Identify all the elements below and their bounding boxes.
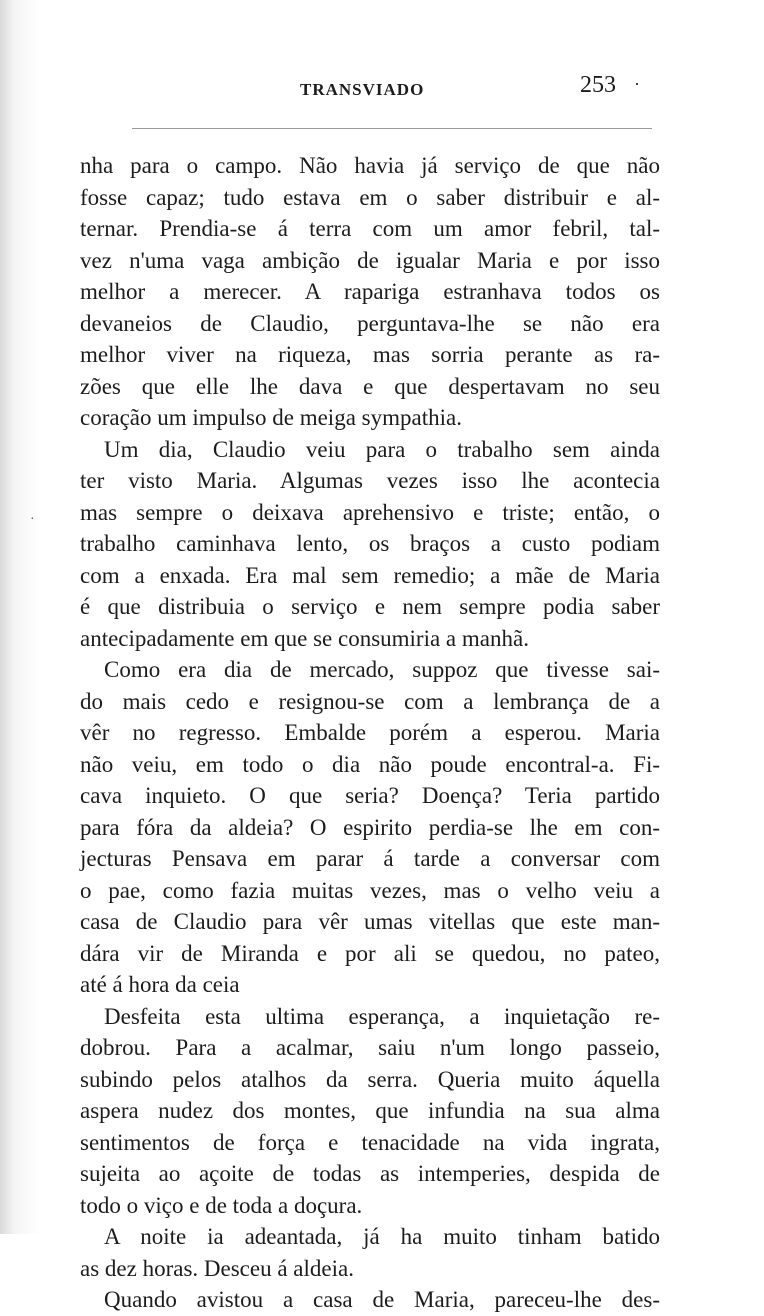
text-line: cava inquieto. O que seria? Doença? Teria partido bbox=[80, 783, 660, 808]
text-line: dobrou. Para a acalmar, saiu n'um longo passeio, bbox=[80, 1035, 660, 1060]
text-line: antecipadamente em que se consumiria a manhã. bbox=[80, 625, 529, 651]
text-line: Quando avistou a casa de Maria, pareceu-lhe des- bbox=[104, 1287, 660, 1312]
text-line: ternar. Prendia-se á terra com um amor febril, tal- bbox=[80, 216, 660, 241]
margin-mark: · bbox=[30, 512, 35, 527]
text-line: Como era dia de mercado, suppoz que tivesse sai- bbox=[104, 657, 660, 682]
text-line: ter visto Maria. Algumas vezes isso lhe acontecia bbox=[80, 468, 660, 493]
text-line: do mais cedo e resignou-se com a lembrança de a bbox=[80, 688, 660, 714]
text-line: todo o viço e de toda a doçura. bbox=[80, 1192, 363, 1218]
text-line: as dez horas. Desceu á aldeia. bbox=[80, 1255, 354, 1281]
text-line: mas sempre o deixava aprehensivo e triste; então, o bbox=[80, 499, 660, 525]
page-number: 253 bbox=[580, 72, 616, 98]
text-line: melhor a merecer. A rapariga estranhava todos os bbox=[80, 279, 660, 304]
text-line: sentimentos de força e tenacidade na vida ingrata, bbox=[80, 1129, 660, 1155]
text-line: coração um impulso de meiga sympathia. bbox=[80, 405, 462, 430]
text-line: fosse capaz; tudo estava em o saber distribuir e al- bbox=[80, 184, 660, 210]
body-text bbox=[80, 150, 660, 1316]
text-line: casa de Claudio para vêr umas vitellas que este man- bbox=[80, 909, 660, 934]
text-line: melhor viver na riqueza, mas sorria perante as ra- bbox=[80, 342, 660, 367]
text-line: sujeita ao açoite de todas as intemperies, despida de bbox=[80, 1161, 660, 1186]
text-line: zões que elle lhe dava e que despertavam no seu bbox=[80, 373, 660, 399]
text-line: jecturas Pensava em parar á tarde a conversar com bbox=[80, 846, 660, 871]
text-line: nha para o campo. Não havia já serviço de que não bbox=[80, 153, 660, 178]
text-line: com a enxada. Era mal sem remedio; a mãe de Maria bbox=[80, 562, 660, 588]
text-line: é que distribuia o serviço e nem sempre podia saber bbox=[80, 594, 660, 619]
running-title: TRANSVIADO bbox=[300, 80, 425, 99]
text-line: devaneios de Claudio, perguntava-lhe se não era bbox=[80, 310, 660, 336]
text-line: Um dia, Claudio veiu para o trabalho sem ainda bbox=[104, 436, 660, 462]
text-line: trabalho caminhava lento, os braços a custo podiam bbox=[80, 531, 660, 556]
header-rule bbox=[132, 128, 652, 129]
header-mark: · bbox=[634, 74, 640, 94]
text-line: aspera nudez dos montes, que infundia na sua alma bbox=[80, 1098, 660, 1123]
text-line: o pae, como fazia muitas vezes, mas o velho veiu a bbox=[80, 877, 660, 903]
text-line: não veiu, em todo o dia não poude encontral-a. Fi- bbox=[80, 751, 660, 777]
text-line: Desfeita esta ultima esperança, a inquietação re- bbox=[104, 1003, 660, 1029]
text-line: vêr no regresso. Embalde porém a esperou. Maria bbox=[80, 720, 660, 745]
text-line: até á hora da ceia bbox=[80, 972, 240, 997]
text-line: A noite ia adeantada, já ha muito tinham batido bbox=[104, 1224, 660, 1249]
text-line: para fóra da aldeia? O espirito perdia-se lhe em con- bbox=[80, 814, 660, 840]
text-line: subindo pelos atalhos da serra. Queria muito áquella bbox=[80, 1066, 660, 1092]
text-line: vez n'uma vaga ambição de igualar Maria e por isso bbox=[80, 247, 660, 273]
text-line: dára vir de Miranda e por ali se quedou, no pateo, bbox=[80, 940, 660, 966]
page-header bbox=[0, 72, 764, 112]
